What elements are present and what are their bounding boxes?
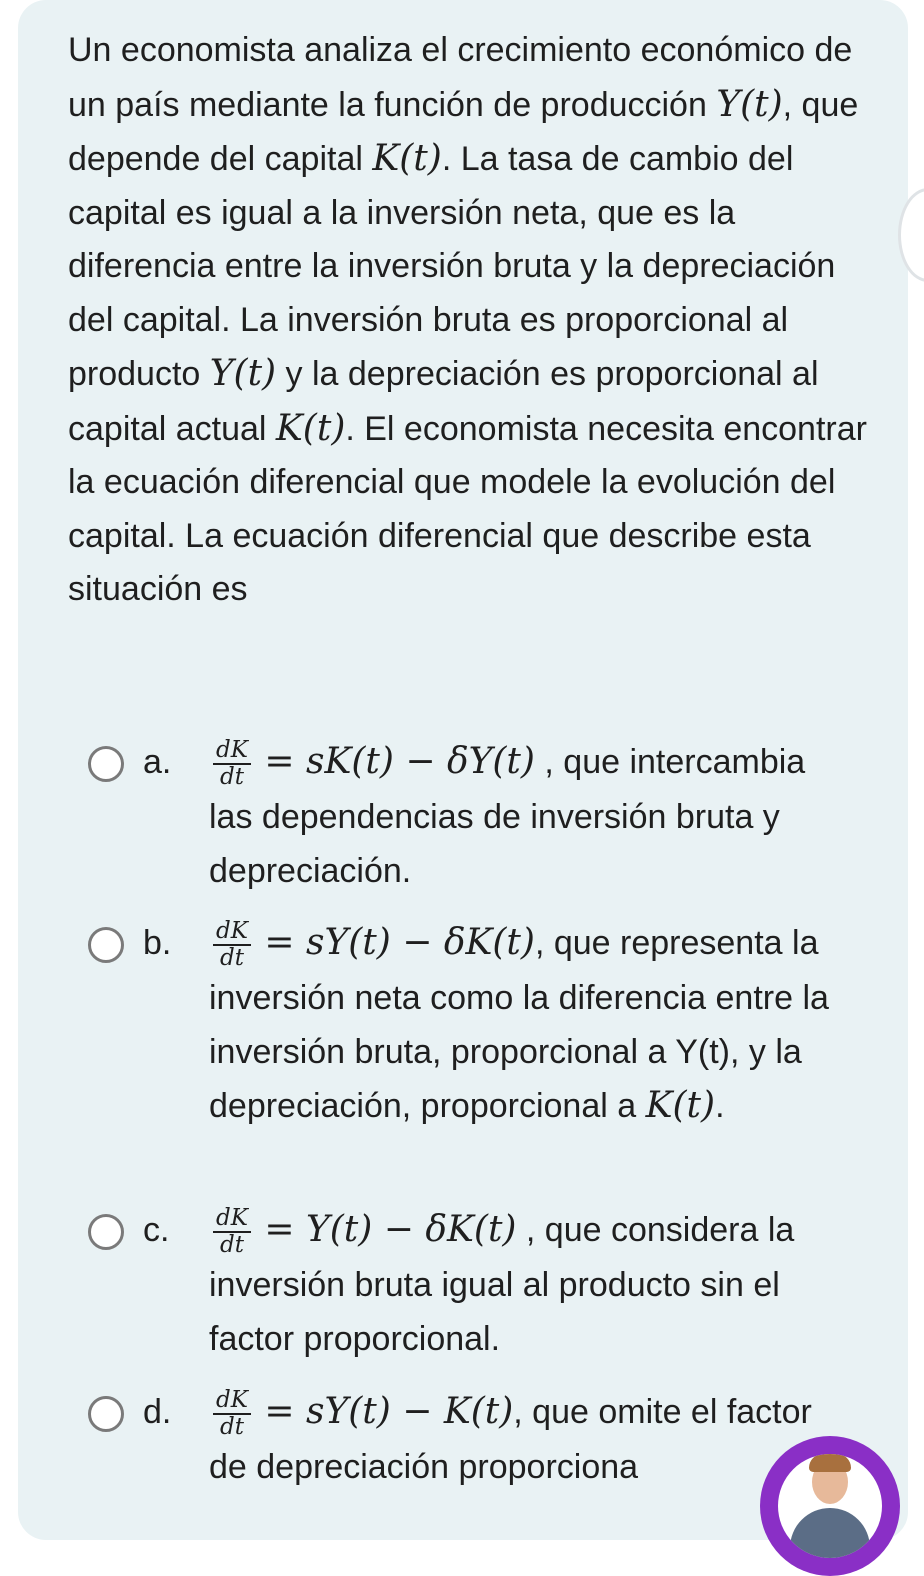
option-text: $\frac{dK}{dt}$ = Y(t) − δK(t) , que considera la inversión bruta igual al producto sin el factor proporcional.: [209, 1205, 795, 1359]
radio-button-a[interactable]: [88, 746, 124, 782]
math-y: Y(t): [209, 353, 277, 394]
option-text: $\frac{dK}{dt}$ = sK(t) − δY(t) , que intercambia las dependencias de inversión bruta y depreciación.: [209, 737, 806, 891]
option-equation: = sK(t) − δY(t): [264, 741, 535, 782]
question-text: Un economista analiza el crecimiento económico de un país mediante la función de producción Y(t), que depende del capital K(t). La tasa de cambio del capital es igual a la inversión neta, que es la diferencia entre la inversión bruta y la depreciación del capital. La inversión bruta es proporcional al producto Y(t) y la depreciación es proporcional al capital actual K(t). El economista necesita encontrar la ecuación diferencial que modele la evolución del capital. La ecuación diferencial que describe esta situación es: [68, 31, 867, 608]
derivative-fraction: $\frac{dK}{dt}$: [213, 738, 251, 790]
option-equation: = sY(t) − δK(t): [264, 922, 535, 963]
option-letter: b.: [143, 924, 172, 962]
option-letter: a.: [143, 743, 172, 781]
radio-button-d[interactable]: [88, 1396, 124, 1432]
derivative-fraction: $\frac{dK}{dt}$: [213, 919, 251, 971]
radio-button-c[interactable]: [88, 1214, 124, 1250]
option-equation: = sY(t) − K(t): [264, 1391, 514, 1432]
math-k: K(t): [645, 1085, 716, 1127]
math-k: K(t): [372, 138, 442, 179]
derivative-fraction: $\frac{dK}{dt}$: [213, 1388, 251, 1440]
radio-button-b[interactable]: [88, 927, 124, 963]
option-letter: c.: [143, 1211, 170, 1249]
math-y: Y(t): [716, 83, 783, 125]
option-text: $\frac{dK}{dt}$ = sY(t) − δK(t), que representa la inversión neta como la diferencia entre la inversión bruta, proporcional a Y(t), y la depreciación, proporcional a K(t).: [209, 918, 829, 1127]
option-text: $\frac{dK}{dt}$ = sY(t) − K(t), que omite el factor de depreciación proporciona: [209, 1387, 812, 1487]
derivative-fraction: $\frac{dK}{dt}$: [213, 1206, 251, 1258]
option-equation: = Y(t) − δK(t): [264, 1209, 517, 1250]
option-letter: d.: [143, 1393, 172, 1431]
math-k: K(t): [275, 407, 346, 449]
assistant-avatar-icon[interactable]: [760, 1436, 900, 1576]
